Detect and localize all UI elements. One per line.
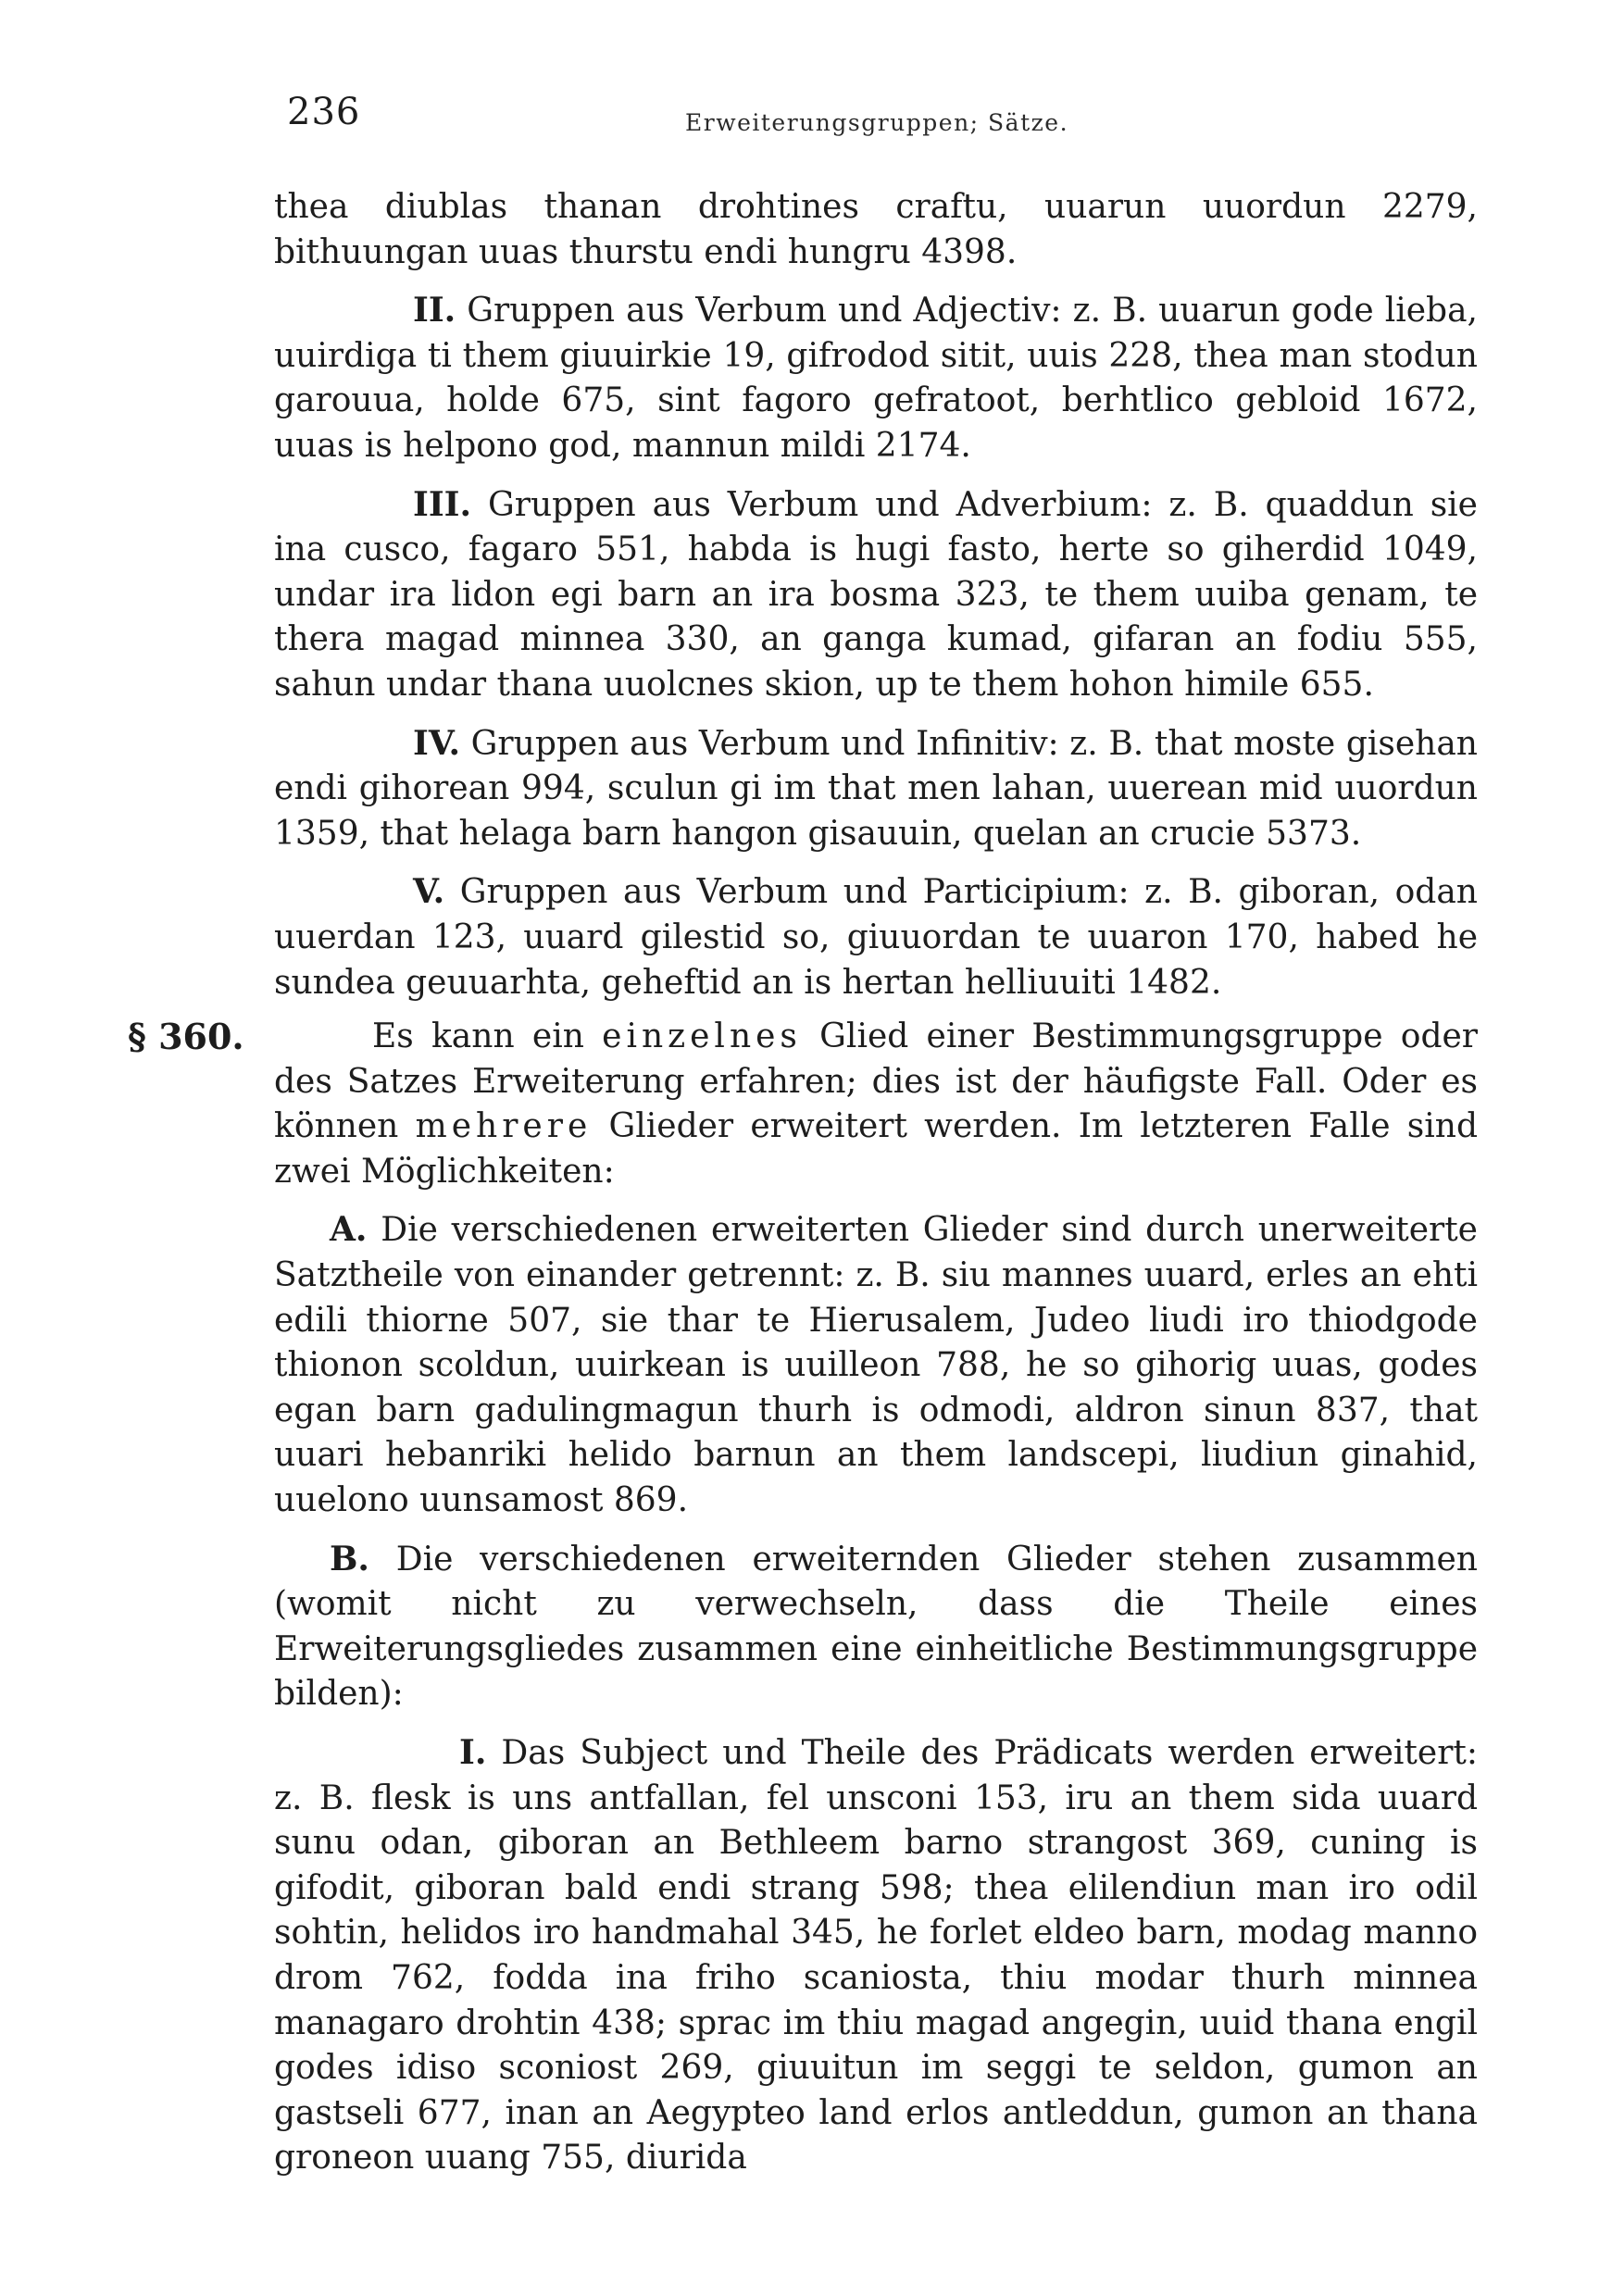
group-v-label: V. <box>413 872 445 912</box>
section-marker: § 360. <box>128 1016 244 1058</box>
group-ii-label: II. <box>413 291 456 331</box>
group-ii-paragraph <box>274 288 1478 468</box>
section-360 <box>128 1015 1478 1194</box>
case-b-i-label: I. <box>459 1733 487 1772</box>
section-text-post: Glieder erweitert werden. Im letzteren Falle sind zwei Möglichkeiten: <box>274 1107 1478 1191</box>
case-a-paragraph <box>274 1207 1478 1523</box>
group-v-paragraph <box>274 869 1478 1005</box>
group-iii-text: Gruppen aus Verbum und Adverbium: z. B. quaddun sie ina cusco, fagaro 551, habda is hugi fasto, herte so giherdid 1049, undar ira lidon egi barn an ira bosma 323, te them uuiba genam, te thera magad minnea 330, an ganga kumad, gifaran an fodiu 555, sahun undar thana uuolcnes skion, up te them hohon himile 655. <box>274 485 1478 704</box>
section-emph-einzelnes: einzelnes <box>602 1017 802 1056</box>
group-iv-paragraph <box>274 721 1478 857</box>
case-b-i-text: Das Subject und Theile des Prädicats werden erweitert: z. B. flesk is uns antfallan, fel unsconi 153, iru an them sida uuard sunu odan, giboran an Bethleem barno strangost 369, cuning is gifodit, giboran bald endi strang 598; thea elilendiun man iro odil sohtin, helidos iro handmahal 345, he forlet eldeo barn, modag manno drom 762, fodda ina friho scaniosta, thiu modar thurh minnea managaro drohtin 438; sprac im thiu magad angegin, uuid thana engil godes idiso sconiost 269, giuuitun im seggi te seldon, gumon an gastseli 677, inan an Aegypteo land erlos antleddun, gumon an thana groneon uuang 755, diurida <box>274 1734 1478 2177</box>
group-iv-text: Gruppen aus Verbum und Infinitiv: z. B. that moste gisehan endi gihorean 994, sculun gi im that men lahan, uuerean mid uuordun 1359, that helaga barn hangon gisauuin, quelan an crucie 5373. <box>274 724 1478 853</box>
case-a-label: A. <box>330 1210 368 1250</box>
case-b-paragraph <box>274 1537 1478 1717</box>
section-emph-mehrere: mehrere <box>415 1107 593 1146</box>
group-v-text: Gruppen aus Verbum und Participium: z. B. giboran, odan uuerdan 123, uuard gilestid so, giuuordan te uuaron 170, habed he sundea geuuarhta, geheftid an is hertan helliuuiti 1482. <box>274 873 1478 1002</box>
section-360-paragraph <box>274 1015 1478 1194</box>
case-a-text: Die verschiedenen erweiterten Glieder sind durch unerweiterte Satztheile von einander getrennt: z. B. siu mannes uuard, erles an ehti edili thiorne 507, sie thar te Hierusalem, Judeo liudi iro thiodgode thionon scoldun, uuirkean is uuilleon 788, he so gihorig uuas, godes egan barn gadulingmagun thurh is odmodi, aldron sinun 837, that uuari hebanriki helido barnun an them landscepi, liudiun ginahid, uuelono uunsamost 869. <box>274 1211 1478 1520</box>
case-b-label: B. <box>330 1539 369 1578</box>
group-iii-paragraph <box>274 482 1478 708</box>
case-b-text: Die verschiedenen erweiternden Glieder stehen zusammen (womit nicht zu verwechseln, dass die Theile eines Erweiterungsgliedes zusammen eine einheitliche Bestimmungsgruppe bilden): <box>274 1540 1478 1714</box>
continued-paragraph: thea diublas thanan drohtines craftu, uuarun uuordun 2279, bithuungan uuas thurstu endi hungru 4398. <box>274 188 1478 271</box>
group-ii-text: Gruppen aus Verbum und Adjectiv: z. B. uuarun gode lieba, uuirdiga ti them giuuirkie 19, gifrodod sitit, uuis 228, thea man stodun garouua, holde 675, sint fagoro gefratoot, berhtlico gebloid 1672, uuas is helpono god, mannun mildi 2174. <box>274 292 1478 465</box>
running-head: Erweiterungsgruppen; Sätze. <box>685 109 1069 136</box>
case-b-i-paragraph <box>274 1730 1478 2181</box>
group-iii-label: III. <box>413 484 472 524</box>
section-text-mid: Glied einer Bestimmungsgruppe oder des Satzes Erweiterung erfahren; dies ist der häufigste Fall. Oder es können <box>274 1017 1478 1146</box>
text-body <box>128 185 1478 2181</box>
section-text-pre: Es kann ein <box>372 1017 584 1056</box>
group-iv-label: IV. <box>413 723 461 763</box>
page-number: 236 <box>287 91 361 133</box>
